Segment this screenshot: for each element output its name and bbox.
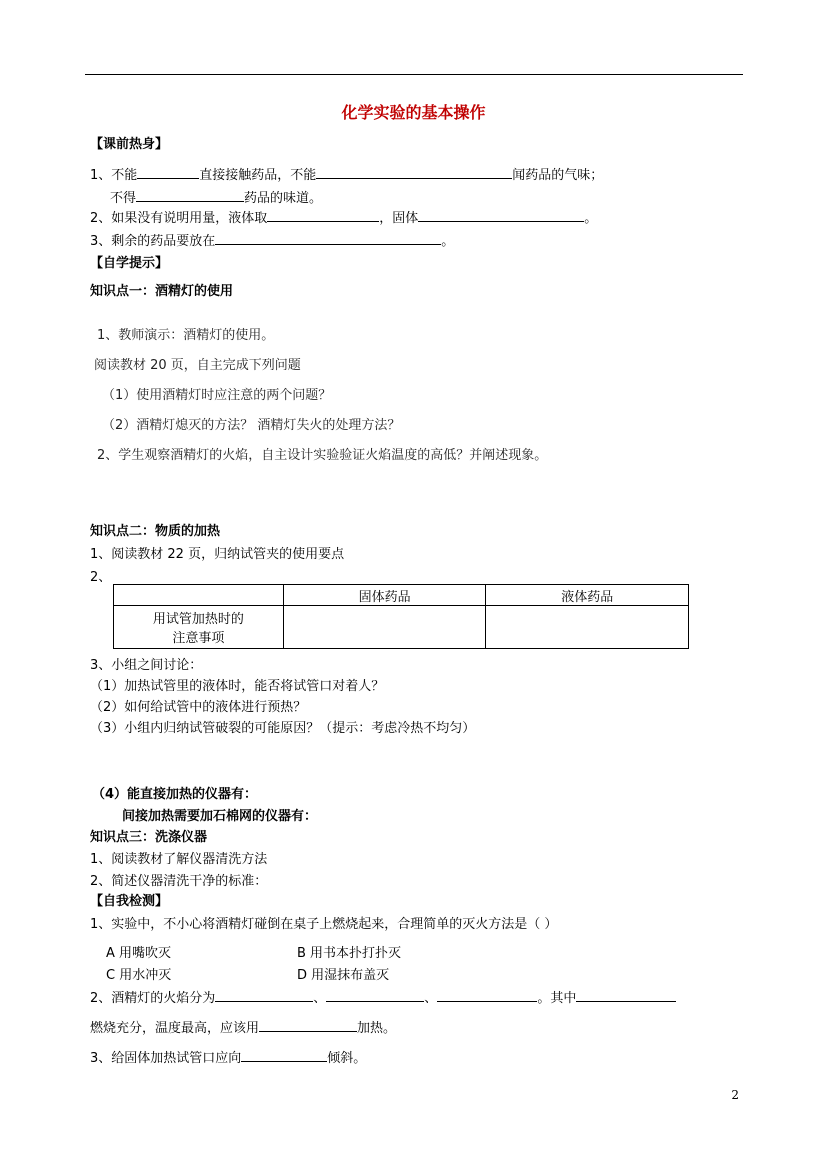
k2-item-3: 3、小组之间讨论： (90, 658, 203, 673)
table-header-liquid: 液体药品 (486, 585, 689, 606)
q3-text-b: 。 (441, 234, 455, 249)
self-test-heading: 【自我检测】 (90, 894, 169, 909)
test-q2-sep-2: 、 (424, 991, 438, 1006)
q1-text-a: 1、不能 (90, 168, 138, 183)
test-q2-text-b: 。其中 (537, 991, 577, 1006)
warmup-heading: 【课前热身】 (90, 137, 169, 152)
test-q2-blank-4[interactable] (576, 989, 676, 1002)
table-cell-solid[interactable] (283, 606, 486, 649)
k3-item-2: 2、简述仪器清洗干净的标准： (90, 874, 268, 889)
q2-text-b: ，固体 (379, 211, 419, 226)
q2-blank-1[interactable] (267, 209, 379, 222)
table-corner-cell (114, 585, 284, 606)
warmup-q3 (90, 230, 454, 249)
k1-read: 阅读教材 20 页，自主完成下列问题 (94, 358, 301, 373)
q3-text-a: 3、剩余的药品要放在 (90, 234, 216, 249)
test-q2-text-a: 2、酒精灯的火焰分为 (90, 991, 216, 1006)
q2-text-c: 。 (584, 211, 598, 226)
k2-item-4a: （4）能直接加热的仪器有： (92, 787, 258, 802)
q1-text-b: 直接接触药品，不能 (199, 168, 317, 183)
page-title: 化学实验的基本操作 (341, 103, 486, 122)
q1-text-e: 药品的味道。 (244, 191, 323, 206)
q1-blank-2[interactable] (316, 166, 512, 179)
test-q1-option-d[interactable]: D 用湿抹布盖灭 (297, 968, 390, 983)
header-rule (85, 74, 743, 75)
k1-question-2: （2）酒精灯熄灭的方法？ 酒精灯失火的处理方法？ (102, 418, 401, 433)
test-q2-blank-3[interactable] (437, 989, 537, 1002)
k2-item-4b: 间接加热需要加石棉网的仪器有： (122, 809, 318, 824)
q1-text-c: 闻药品的气味； (512, 168, 604, 183)
k2-discussion-2: （2）如何给试管中的液体进行预热？ (90, 700, 307, 715)
test-q2-text-c: 燃烧充分，温度最高，应该用 (90, 1021, 260, 1036)
test-q3-blank-1[interactable] (241, 1049, 327, 1062)
test-q2-blank-5[interactable] (259, 1019, 357, 1032)
k1-question-1: （1）使用酒精灯时应注意的两个问题？ (102, 388, 332, 403)
q2-text-a: 2、如果没有说明用量，液体取 (90, 211, 268, 226)
test-q2-blank-1[interactable] (215, 989, 313, 1002)
q1-text-d: 不得 (110, 191, 137, 206)
k2-item-1: 1、阅读教材 22 页，归纳试管夹的使用要点 (90, 547, 345, 562)
test-q2-sep-1: 、 (313, 991, 327, 1006)
knowledge-1-title: 知识点一：酒精灯的使用 (90, 284, 234, 299)
table-row-label (114, 606, 284, 649)
page-number: 2 (731, 1088, 739, 1102)
knowledge-3-title: 知识点三：洗涤仪器 (90, 830, 208, 845)
k2-item-2: 2、 (90, 570, 112, 585)
k2-discussion-3: （3）小组内归纳试管破裂的可能原因？（提示：考虑冷热不均匀） (90, 721, 476, 736)
warmup-q1-line1 (90, 164, 603, 183)
q2-blank-2[interactable] (418, 209, 584, 222)
knowledge-2-title: 知识点二：物质的加热 (90, 524, 221, 539)
test-q1-option-c[interactable]: C 用水冲灭 (106, 968, 172, 983)
k1-item-2: 2、学生观察酒精灯的火焰，自主设计实验验证火焰温度的高低？并阐述现象。 (97, 448, 548, 463)
test-q3-text-a: 3、给固体加热试管口应向 (90, 1051, 242, 1066)
test-q1-option-b[interactable]: B 用书本扑打扑灭 (297, 946, 402, 961)
table-cell-liquid[interactable] (486, 606, 689, 649)
self-study-heading: 【自学提示】 (90, 256, 169, 271)
k2-discussion-1: （1）加热试管里的液体时，能否将试管口对着人？ (90, 679, 385, 694)
table-header-solid: 固体药品 (283, 585, 486, 606)
test-q2-blank-2[interactable] (326, 989, 424, 1002)
k3-item-1: 1、阅读教材了解仪器清洗方法 (90, 852, 268, 867)
test-q2-line1 (90, 987, 676, 1006)
test-q1: 1、实验中，不小心将酒精灯碰倒在桌子上燃烧起来，合理简单的灭火方法是（ ） (90, 917, 558, 932)
row-label-line-1: 用试管加热时的 (152, 612, 244, 627)
q1-blank-1[interactable] (137, 166, 199, 179)
heating-table (113, 584, 689, 649)
test-q3-text-b: 倾斜。 (327, 1051, 367, 1066)
test-q1-option-a[interactable]: A 用嘴吹灭 (106, 946, 172, 961)
test-q2-text-d: 加热。 (357, 1021, 397, 1036)
test-q3 (90, 1047, 366, 1066)
warmup-q2 (90, 207, 597, 226)
warmup-q1-line2 (110, 187, 322, 206)
q3-blank-1[interactable] (215, 232, 441, 245)
test-q2-line2 (90, 1017, 396, 1036)
q1-blank-3[interactable] (136, 189, 244, 202)
row-label-line-2: 注意事项 (172, 631, 225, 646)
k1-item-1: 1、教师演示：酒精灯的使用。 (97, 328, 275, 343)
